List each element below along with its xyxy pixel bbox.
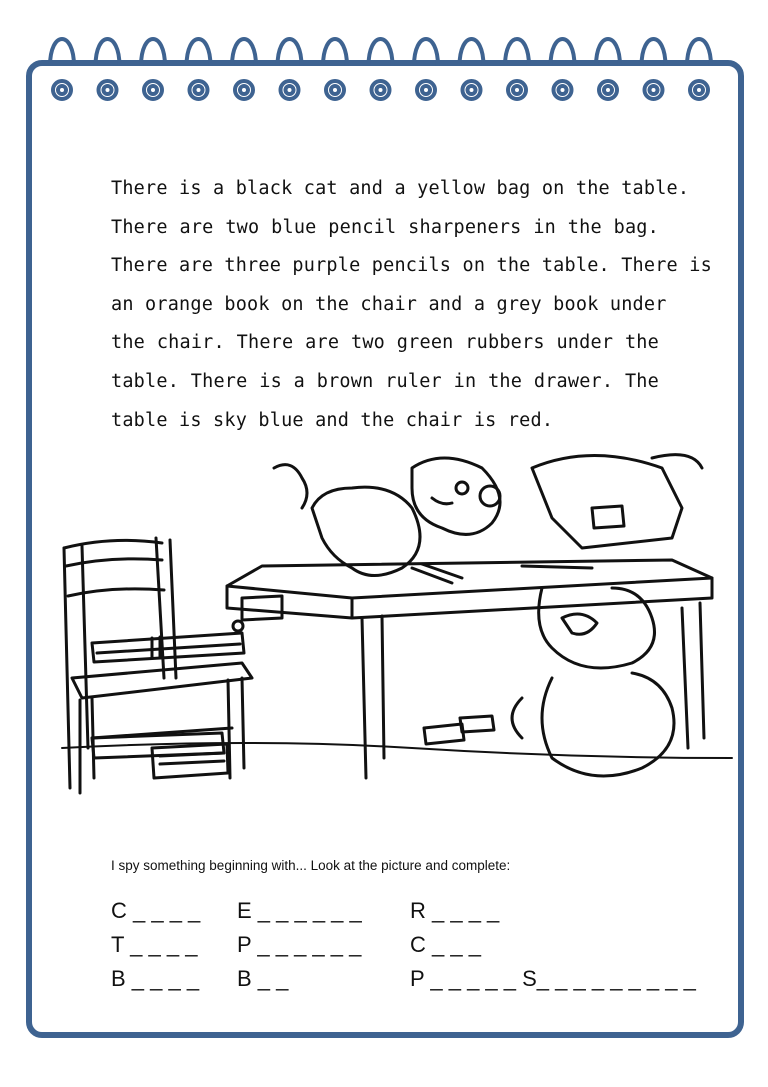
- passage-line: table. There is a brown ruler in the drawer. The: [111, 370, 659, 392]
- books-under-chair-drawing: [92, 733, 228, 778]
- ring-hole: [554, 81, 572, 99]
- passage-line: There are two blue pencil sharpeners in the bag.: [111, 216, 659, 238]
- word-prompt[interactable]: C _ _ _ _: [111, 898, 201, 923]
- ring-hole: [645, 81, 663, 99]
- ring-loop: [232, 39, 256, 66]
- word-prompt[interactable]: B _ _ _ _: [111, 966, 200, 991]
- ring-hole-inner: [104, 86, 112, 94]
- ring-loop: [323, 39, 347, 66]
- ring-loop: [141, 39, 165, 66]
- ring-hole: [690, 81, 708, 99]
- ring-loop: [596, 39, 620, 66]
- word-prompt[interactable]: P _ _ _ _ _ S_ _ _ _ _ _ _ _ _: [410, 966, 696, 991]
- reading-passage: [111, 170, 712, 440]
- passage-line: There is a black cat and a yellow bag on the table.: [111, 178, 690, 199]
- ring-hole: [417, 81, 435, 99]
- ring-hole-inner: [286, 86, 294, 94]
- word-prompt[interactable]: B _ _: [237, 966, 289, 991]
- ring-hole: [53, 81, 71, 99]
- ring-hole-inner: [195, 86, 203, 94]
- ring-hole-inner: [331, 86, 339, 94]
- ring-hole: [372, 81, 390, 99]
- ring-hole-inner: [695, 86, 703, 94]
- ring-loop: [96, 39, 120, 66]
- passage-line: the chair. There are two green rubbers under the: [111, 332, 659, 354]
- classroom-illustration: [52, 448, 736, 828]
- word-prompts: [111, 898, 711, 1008]
- cat-drawing: [274, 458, 500, 576]
- ring-hole-inner: [422, 86, 430, 94]
- ring-hole-inner: [604, 86, 612, 94]
- table-drawing: [227, 560, 712, 778]
- ring-hole: [190, 81, 208, 99]
- ring-hole: [463, 81, 481, 99]
- word-prompt[interactable]: R _ _ _ _: [410, 898, 500, 923]
- ring-hole: [508, 81, 526, 99]
- child-drawing: [512, 588, 674, 776]
- pencils-drawing: [412, 564, 592, 583]
- ring-loop: [414, 39, 438, 66]
- exercise-instruction: I spy something beginning with... Look at the picture and complete:: [111, 858, 511, 873]
- ring-hole-inner: [58, 86, 66, 94]
- word-prompt[interactable]: E _ _ _ _ _ _: [237, 898, 362, 923]
- ring-hole: [326, 81, 344, 99]
- ring-hole: [144, 81, 162, 99]
- ring-loop: [687, 39, 711, 66]
- rubbers-drawing: [424, 716, 494, 744]
- ring-hole: [281, 81, 299, 99]
- ring-hole-inner: [513, 86, 521, 94]
- passage-line: table is sky blue and the chair is red.: [111, 409, 554, 431]
- ring-hole-inner: [559, 86, 567, 94]
- spiral-binding: [0, 0, 768, 110]
- passage-line: There are three purple pencils on the table. There is: [111, 255, 712, 277]
- ring-loop: [642, 39, 666, 66]
- ring-hole-inner: [240, 86, 248, 94]
- word-prompt[interactable]: P _ _ _ _ _ _: [237, 932, 362, 957]
- ring-hole: [235, 81, 253, 99]
- books-on-chair-drawing: [92, 633, 244, 662]
- ring-loop: [505, 39, 529, 66]
- ring-loop: [187, 39, 211, 66]
- word-prompt[interactable]: T _ _ _ _: [111, 932, 198, 957]
- ring-loop: [50, 39, 74, 66]
- ring-loop: [278, 39, 302, 66]
- ring-loop: [460, 39, 484, 66]
- ring-loop: [551, 39, 575, 66]
- ring-loop: [369, 39, 393, 66]
- passage-line: an orange book on the chair and a grey book under: [111, 293, 667, 315]
- ring-hole-inner: [650, 86, 658, 94]
- ring-hole: [599, 81, 617, 99]
- bag-drawing: [532, 455, 702, 548]
- ring-hole: [99, 81, 117, 99]
- ring-hole-inner: [468, 86, 476, 94]
- ring-hole-inner: [377, 86, 385, 94]
- ring-hole-inner: [149, 86, 157, 94]
- word-prompt[interactable]: C _ _ _: [410, 932, 481, 957]
